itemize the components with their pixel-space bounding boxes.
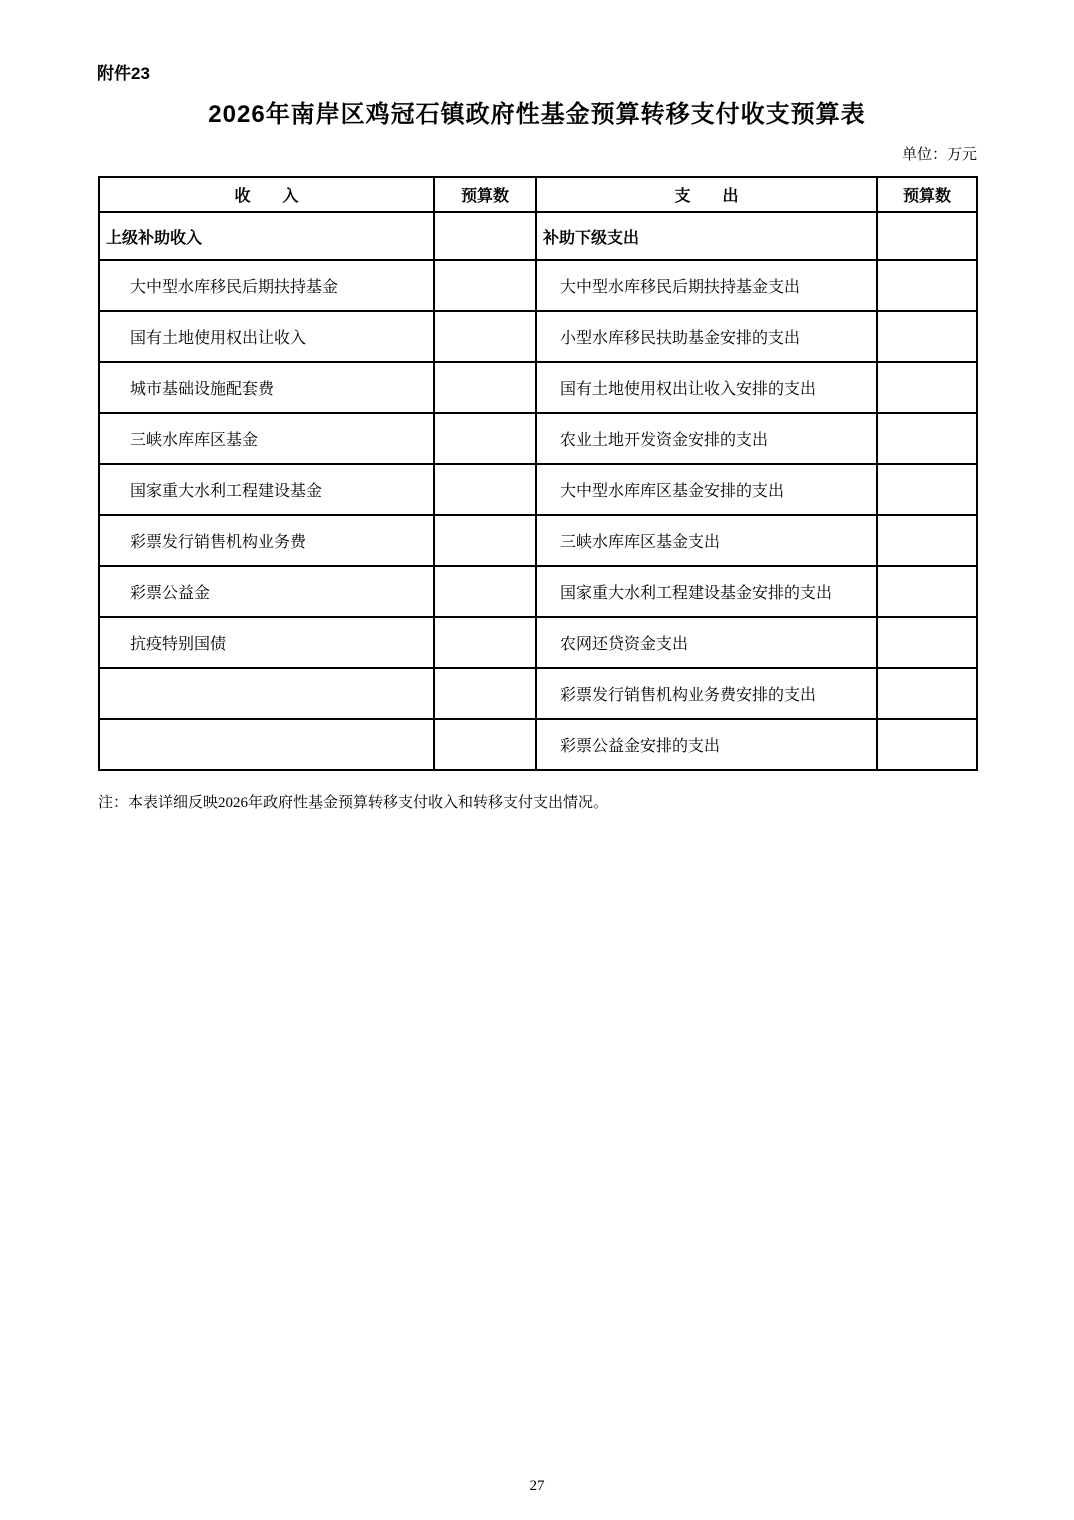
expense-budget-cell [877, 311, 977, 362]
table-body [99, 212, 977, 770]
unit-label: 单位：万元 [901, 147, 977, 163]
income-cell: 彩票发行销售机构业务费 [99, 515, 434, 566]
expense-cell: 小型水库移民扶助基金安排的支出 [536, 311, 877, 362]
income-cell: 国有土地使用权出让收入 [99, 311, 434, 362]
expense-budget-cell [877, 668, 977, 719]
table-header-row [99, 177, 977, 212]
expense-cell: 农网还贷资金支出 [536, 617, 877, 668]
attachment-label: 附件23 [97, 64, 150, 83]
expense-cell: 国家重大水利工程建设基金安排的支出 [536, 566, 877, 617]
expense-budget-cell [877, 515, 977, 566]
income-cell [99, 719, 434, 770]
income-budget-cell [434, 515, 536, 566]
income-budget-cell [434, 362, 536, 413]
expense-budget-cell [877, 212, 977, 260]
table-row [99, 362, 977, 413]
expense-cell: 补助下级支出 [536, 212, 877, 260]
expense-budget-cell [877, 413, 977, 464]
expense-cell: 大中型水库移民后期扶持基金支出 [536, 260, 877, 311]
table-row [99, 719, 977, 770]
income-cell: 彩票公益金 [99, 566, 434, 617]
table-row [99, 260, 977, 311]
expense-cell: 国有土地使用权出让收入安排的支出 [536, 362, 877, 413]
income-budget-cell [434, 617, 536, 668]
expense-budget-cell [877, 362, 977, 413]
income-cell: 抗疫特别国债 [99, 617, 434, 668]
expense-budget-cell [877, 260, 977, 311]
income-budget-cell [434, 311, 536, 362]
header-income: 收 入 [99, 177, 434, 212]
income-cell [99, 668, 434, 719]
income-cell: 大中型水库移民后期扶持基金 [99, 260, 434, 311]
expense-budget-cell [877, 464, 977, 515]
table-row [99, 617, 977, 668]
table-row [99, 212, 977, 260]
expense-cell: 农业土地开发资金安排的支出 [536, 413, 877, 464]
header-expense: 支 出 [536, 177, 877, 212]
income-cell: 三峡水库库区基金 [99, 413, 434, 464]
header-expense-budget: 预算数 [877, 177, 977, 212]
income-budget-cell [434, 566, 536, 617]
expense-budget-cell [877, 617, 977, 668]
header-income-budget: 预算数 [434, 177, 536, 212]
income-budget-cell [434, 212, 536, 260]
income-budget-cell [434, 719, 536, 770]
table-row [99, 311, 977, 362]
income-cell: 国家重大水利工程建设基金 [99, 464, 434, 515]
income-budget-cell [434, 413, 536, 464]
expense-cell: 大中型水库库区基金安排的支出 [536, 464, 877, 515]
income-cell: 上级补助收入 [99, 212, 434, 260]
table-note: 注：本表详细反映2026年政府性基金预算转移支付收入和转移支付支出情况。 [98, 795, 609, 811]
expense-budget-cell [877, 566, 977, 617]
income-budget-cell [434, 668, 536, 719]
table-row [99, 464, 977, 515]
income-budget-cell [434, 260, 536, 311]
table-row [99, 413, 977, 464]
expense-cell: 彩票公益金安排的支出 [536, 719, 877, 770]
table-row [99, 566, 977, 617]
page-number: 27 [529, 1478, 545, 1494]
expense-cell: 三峡水库库区基金支出 [536, 515, 877, 566]
budget-table [98, 176, 978, 771]
page-title: 2026年南岸区鸡冠石镇政府性基金预算转移支付收支预算表 [208, 101, 866, 128]
income-budget-cell [434, 464, 536, 515]
table-row [99, 515, 977, 566]
income-cell: 城市基础设施配套费 [99, 362, 434, 413]
expense-cell: 彩票发行销售机构业务费安排的支出 [536, 668, 877, 719]
table-row [99, 668, 977, 719]
expense-budget-cell [877, 719, 977, 770]
